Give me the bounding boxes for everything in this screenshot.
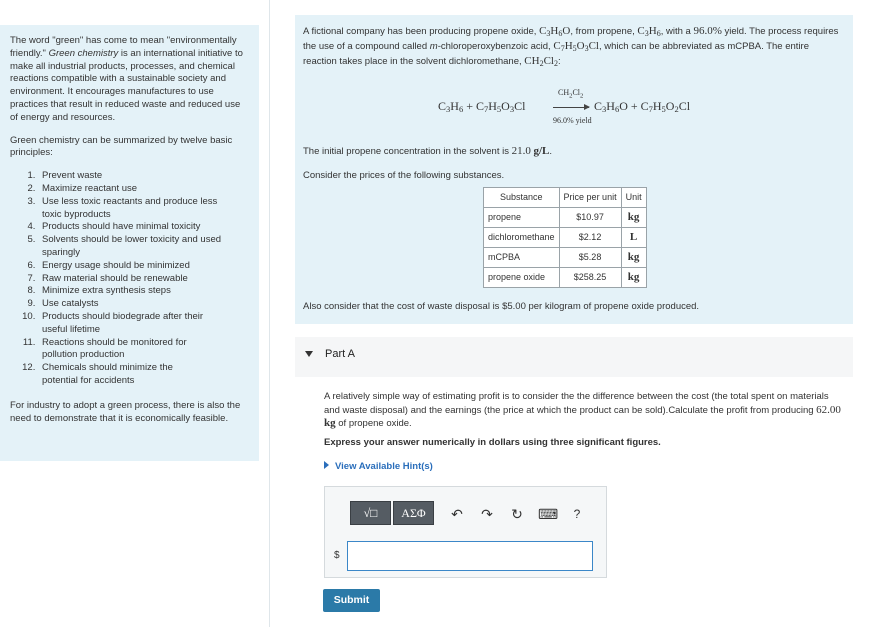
list-item: 1. Prevent waste: [38, 170, 249, 183]
concentration-label: The initial propene concentration in the solvent is: [303, 146, 512, 157]
table-header: Substance: [484, 188, 560, 208]
table-row: [484, 268, 647, 288]
concentration-text: [303, 145, 845, 158]
collapse-caret-icon[interactable]: [305, 351, 313, 357]
submit-button[interactable]: Submit: [323, 589, 380, 612]
templates-icon: √□: [363, 506, 378, 520]
reaction-yield: 96.0% yield: [553, 116, 592, 125]
reaction-arrow-icon: [553, 107, 589, 108]
list-item: 10. Products should biodegrade after their useful lifetime: [38, 311, 213, 337]
formula-mcpba: $C_7H_5O_3Cl$: [553, 40, 599, 53]
undo-icon[interactable]: ↶: [451, 506, 463, 522]
intro-text: The word "green" has come to mean "environmentally friendly.": [10, 35, 237, 59]
problem-intro: [303, 25, 845, 70]
help-icon[interactable]: ?: [573, 507, 581, 521]
list-item: 12. Chemicals should minimize the potential for accidents: [38, 362, 208, 388]
problem-emphasis: m: [429, 41, 438, 52]
answer-box: [324, 486, 607, 578]
list-item: 11. Reactions should be monitored for pollution production: [38, 337, 218, 363]
problem-text: A fictional company has been producing propene oxide,: [303, 26, 540, 37]
table-header-row: [484, 188, 647, 208]
yield-value: 96.0%: [693, 25, 722, 37]
question-text: [324, 391, 844, 431]
summary-text: Green chemistry can be summarized by twelve basic principles:: [10, 134, 233, 159]
part-a-header[interactable]: [295, 337, 853, 377]
principles-list: [10, 170, 249, 388]
part-a-title: Part A: [325, 348, 355, 360]
problem-text: :: [557, 56, 561, 67]
table-header: Price per unit: [559, 188, 621, 208]
disposal-text: Also consider that the cost of waste disposal is $5.00 per kilogram of propene oxide produced.: [303, 301, 700, 312]
reaction-equation: [303, 82, 845, 137]
closing-text: For industry to adopt a green process, there is also the need to demonstrate that it is economically feasible.: [10, 399, 241, 424]
list-item: 5. Solvents should be lower toxicity and used sparingly: [38, 234, 228, 260]
table-row: [484, 208, 647, 228]
question-mass-unit: kg: [324, 417, 336, 429]
greek-symbols-icon: ΑΣΦ: [401, 506, 426, 520]
dollar-prefix: $: [334, 550, 340, 561]
problem-text: , with a: [660, 26, 694, 37]
price-table: [483, 187, 647, 288]
table-cell: propene oxide: [484, 268, 560, 288]
table-cell: mCPBA: [484, 248, 560, 268]
redo-icon[interactable]: ↷: [481, 506, 493, 522]
concentration-end: .: [549, 146, 553, 157]
intro-panel: [0, 25, 259, 461]
table-row: [484, 228, 647, 248]
question-end: of propene oxide.: [335, 418, 412, 429]
list-item: 2. Maximize reactant use: [38, 183, 249, 196]
list-item: 9. Use catalysts: [38, 298, 249, 311]
table-row: [484, 248, 647, 268]
list-item: 3. Use less toxic reactants and produce less toxic byproducts: [38, 196, 228, 222]
question-body: A relatively simple way of estimating profit is to consider the the difference between the cost (the total spent on materials and waste disposal) and the earnings (the price at which the product can be sold).Calculate the profit from producing: [324, 391, 829, 416]
answer-input[interactable]: [347, 541, 593, 571]
table-cell: kg: [621, 208, 646, 228]
consider-text: Consider the prices of the following substances.: [303, 170, 505, 181]
intro-text-end: is an international initiative to make all industrial products, processes, and chemical reactions compatible with a sustainable society and environment. It encourages manufactures to use practices that result in reduced waste and reduced use of energy and resources.: [10, 47, 243, 123]
reaction-solvent: $CH_2Cl_2$: [558, 88, 584, 100]
problem-text: , from propene,: [570, 26, 638, 37]
hints-label: View Available Hint(s): [335, 461, 433, 472]
table-cell: kg: [621, 248, 646, 268]
concentration-unit: g/L: [533, 145, 550, 157]
list-item: 7. Raw material should be renewable: [38, 273, 249, 286]
intro-paragraph: [10, 35, 249, 125]
table-cell: $10.97: [559, 208, 621, 228]
answer-instructions: Express your answer numerically in dollars using three significant figures.: [324, 437, 661, 448]
concentration-value: 21.0: [511, 145, 531, 157]
reaction-reactants: $C_3H_6 + C_7H_5O_3Cl$: [438, 99, 526, 114]
question-mass-value: 62.00: [816, 403, 841, 416]
table-cell: L: [621, 228, 646, 248]
problem-text: yield. The process requires the use of a compound called: [303, 26, 839, 52]
view-hints-link[interactable]: [324, 461, 433, 472]
symbols-button[interactable]: [393, 501, 434, 525]
formula-propene: $C_3H_6$: [637, 25, 661, 38]
problem-text: , which can be abbreviated as mCPBA. The entire reaction takes place in the solvent dichloromethane,: [303, 41, 809, 67]
list-item: 4. Products should have minimal toxicity: [38, 221, 249, 234]
formula-dichloromethane: $CH_2Cl_2$: [524, 55, 558, 68]
reset-icon[interactable]: ↻: [511, 506, 523, 522]
table-cell: kg: [621, 268, 646, 288]
table-cell: $2.12: [559, 228, 621, 248]
caret-right-icon: [324, 461, 329, 469]
formula-propene-oxide: $C_3H_6O$: [539, 25, 571, 38]
table-cell: dichloromethane: [484, 228, 560, 248]
intro-emphasis: Green chemistry: [48, 47, 119, 59]
table-header: Unit: [621, 188, 646, 208]
templates-button[interactable]: [350, 501, 391, 525]
table-cell: propene: [484, 208, 560, 228]
problem-text: -chloroperoxybenzoic acid,: [437, 41, 554, 52]
list-item: 6. Energy usage should be minimized: [38, 260, 249, 273]
divider: [269, 0, 270, 627]
keyboard-icon[interactable]: ⌨: [538, 506, 559, 522]
problem-panel: [295, 15, 853, 324]
table-cell: $258.25: [559, 268, 621, 288]
list-item: 8. Minimize extra synthesis steps: [38, 285, 249, 298]
table-cell: $5.28: [559, 248, 621, 268]
reaction-products: $C_3H_6O + C_7H_5O_2Cl$: [594, 99, 691, 114]
